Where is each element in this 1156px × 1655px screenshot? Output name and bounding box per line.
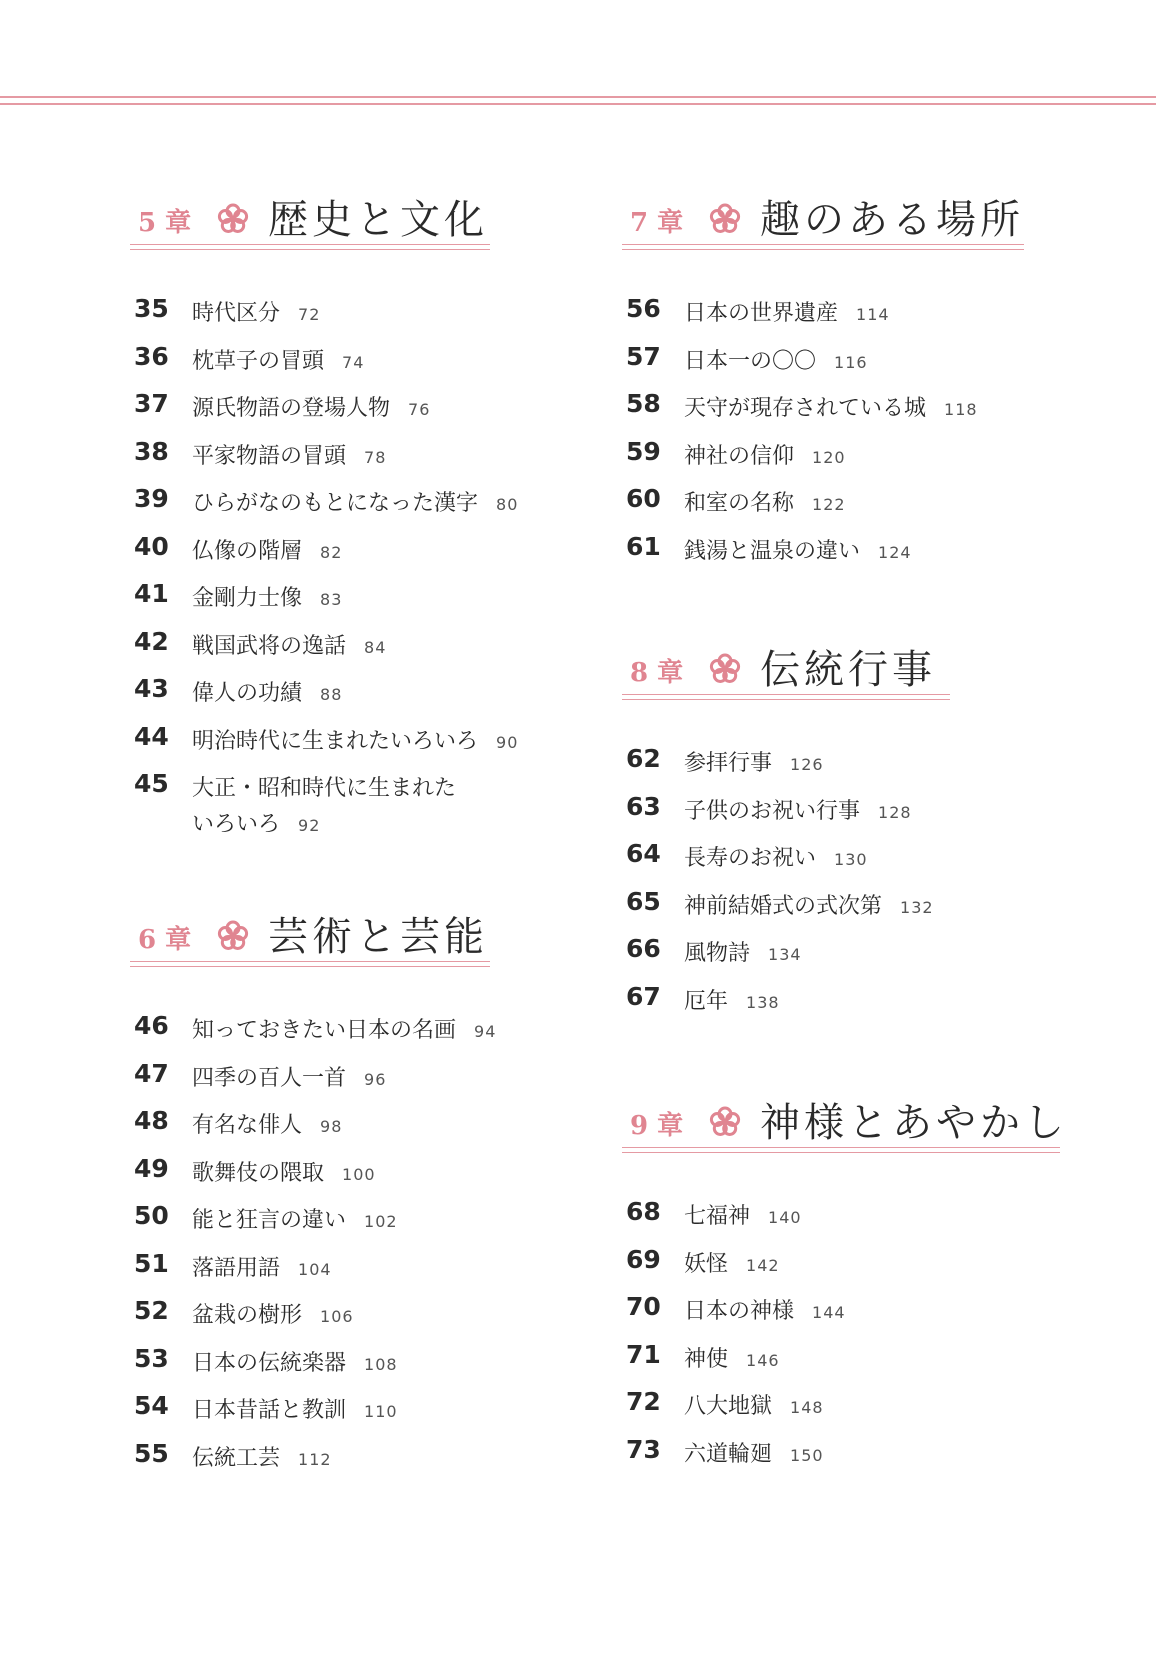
chapter-9 (622, 1093, 1082, 1467)
chapter-header (622, 640, 1062, 710)
chapter-header (622, 1093, 1082, 1163)
item-number: 51 (134, 1248, 169, 1278)
item-number: 36 (134, 341, 169, 371)
item-page-number: 148 (790, 1398, 824, 1417)
chapter-rule (622, 699, 950, 700)
chapter-rule (130, 249, 490, 250)
item-page-number: 106 (320, 1307, 354, 1326)
chapter-header (130, 907, 540, 977)
item-title: 八大地獄 (684, 1394, 773, 1419)
item-page-number: 122 (812, 495, 846, 514)
chapter-number: 9 章 (630, 1111, 684, 1141)
item-number: 35 (134, 294, 169, 323)
chapter-number: 6 章 (138, 925, 192, 955)
item-page-number: 120 (812, 447, 846, 467)
item-page-number: 96 (364, 1069, 387, 1089)
item-title: 銭湯と温泉の違い (684, 538, 861, 564)
item-number: 60 (626, 484, 661, 513)
item-label-line (192, 1346, 398, 1383)
item-title: 時代区分 (192, 301, 281, 326)
chapter-7 (622, 190, 1062, 564)
item-title: 落語用語 (192, 1255, 281, 1281)
item-number: 43 (134, 674, 169, 703)
item-page-number: 88 (320, 685, 343, 704)
item-title: 風物詩 (684, 941, 751, 966)
item-number: 41 (134, 579, 169, 608)
item-title: 長寿のお祝い (684, 846, 817, 871)
chapter-title: 歴史と文化 (268, 197, 488, 243)
item-label-line (192, 724, 518, 761)
flower-icon (708, 1105, 742, 1139)
item-number: 48 (134, 1106, 169, 1135)
item-page-number: 142 (746, 1255, 780, 1275)
item-label-line (192, 676, 342, 713)
chapter-title: 伝統行事 (760, 647, 936, 693)
item-label-line (684, 746, 824, 783)
item-label-line (684, 1294, 846, 1331)
item-label-line (192, 581, 342, 618)
item-number: 73 (626, 1434, 661, 1464)
item-page-number: 144 (812, 1303, 846, 1322)
item-number: 54 (134, 1391, 169, 1420)
item-number: 39 (134, 484, 169, 513)
item-title: 戦国武将の逸話 (192, 633, 347, 659)
item-title: 有名な俳人 (192, 1113, 303, 1138)
item-page-number: 94 (474, 1022, 497, 1041)
item-label-line (192, 1393, 398, 1430)
item-page-number: 140 (768, 1208, 802, 1227)
item-number: 71 (626, 1339, 661, 1369)
item-number: 66 (626, 934, 661, 963)
item-title-continued: いろいろ (192, 812, 281, 837)
item-title: 能と狂言の違い (192, 1208, 347, 1233)
item-label-line (192, 771, 456, 807)
top-rule-2 (0, 103, 1156, 105)
item-label-line (192, 296, 320, 333)
item-number: 61 (626, 531, 661, 561)
item-label-line (684, 794, 912, 831)
item-label-line (684, 296, 890, 333)
item-number: 46 (134, 1011, 169, 1040)
item-label-line (192, 1251, 332, 1288)
item-page-number: 124 (878, 542, 912, 562)
item-number: 50 (134, 1201, 169, 1230)
item-number: 69 (626, 1244, 661, 1274)
item-page-number: 90 (496, 732, 519, 752)
chapter-8 (622, 640, 1062, 1014)
item-title: 子供のお祝い行事 (684, 798, 861, 824)
item-label-line (192, 1441, 332, 1478)
item-title: 明治時代に生まれたいろいろ (192, 728, 479, 754)
item-number: 64 (626, 839, 661, 868)
chapter-rule (622, 694, 950, 695)
item-label-line (684, 889, 934, 926)
item-number: 57 (626, 341, 661, 371)
chapter-title: 趣のある場所 (760, 197, 1024, 243)
item-number: 52 (134, 1296, 169, 1325)
item-label-line (684, 936, 802, 973)
item-label-line (684, 344, 868, 381)
item-page-number: 134 (768, 945, 802, 964)
item-page-number: 74 (342, 352, 365, 372)
chapter-rule (130, 966, 490, 967)
item-label-line (684, 1437, 824, 1474)
flower-icon (708, 652, 742, 686)
item-number: 47 (134, 1058, 169, 1088)
item-number: 58 (626, 389, 661, 418)
item-page-number: 92 (298, 816, 321, 835)
item-label-line (684, 486, 846, 523)
item-label-line (192, 1013, 496, 1050)
item-page-number: 150 (790, 1445, 824, 1465)
item-label-line (192, 1203, 398, 1240)
item-title: 七福神 (684, 1204, 751, 1229)
item-number: 45 (134, 769, 169, 798)
chapter-number: 8 章 (630, 658, 684, 688)
flower-icon (216, 202, 250, 236)
chapter-title: 神様とあやかし (760, 1100, 1068, 1146)
item-label-line (192, 1061, 386, 1098)
chapter-6 (130, 907, 540, 1471)
item-title: 神使 (684, 1346, 729, 1372)
item-label-line (192, 391, 430, 428)
item-page-number: 146 (746, 1350, 780, 1370)
item-title: 金剛力士像 (192, 586, 303, 611)
item-label-line (192, 534, 342, 571)
item-page-number: 108 (364, 1354, 398, 1374)
item-label-line (192, 439, 386, 476)
item-page-number: 72 (298, 305, 321, 324)
item-title: 日本の世界遺産 (684, 301, 839, 326)
chapter-5 (130, 190, 540, 837)
item-page-number: 78 (364, 447, 387, 467)
item-title: 仏像の階層 (192, 538, 303, 564)
item-title: 大正・昭和時代に生まれた (192, 776, 457, 801)
item-page-number: 138 (746, 992, 780, 1012)
item-title: 神前結婚式の式次第 (684, 893, 883, 919)
item-number: 37 (134, 389, 169, 418)
item-page-number: 112 (298, 1449, 332, 1469)
item-title: 日本昔話と教訓 (192, 1398, 347, 1423)
item-page-number: 102 (364, 1212, 398, 1231)
item-number: 53 (134, 1343, 169, 1373)
item-title: 日本の伝統楽器 (192, 1350, 347, 1376)
item-label-line (192, 344, 364, 381)
chapter-rule (622, 249, 1024, 250)
item-title: 源氏物語の登場人物 (192, 396, 391, 421)
item-number: 59 (626, 436, 661, 466)
item-page-number: 128 (878, 802, 912, 822)
item-number: 49 (134, 1153, 169, 1183)
item-number: 55 (134, 1438, 169, 1468)
item-page-number: 104 (298, 1259, 332, 1279)
item-page-number: 98 (320, 1117, 343, 1136)
item-page-number: 80 (496, 495, 519, 514)
item-number: 63 (626, 791, 661, 821)
item-title: 偉人の功績 (192, 681, 303, 706)
item-title: 歌舞伎の隈取 (192, 1160, 325, 1186)
flower-icon (216, 919, 250, 953)
item-title: 日本一の〇〇 (684, 348, 817, 374)
item-number: 38 (134, 436, 169, 466)
item-page-number: 116 (834, 352, 868, 372)
item-label-line (684, 534, 912, 571)
item-title: 盆栽の樹形 (192, 1303, 303, 1328)
item-page-number: 84 (364, 637, 387, 657)
item-label-line (684, 984, 780, 1021)
item-label-line (684, 1342, 780, 1379)
chapter-rule (130, 244, 490, 245)
item-number: 62 (626, 744, 661, 773)
item-number: 40 (134, 531, 169, 561)
item-number: 65 (626, 886, 661, 916)
item-title: 神社の信仰 (684, 443, 795, 469)
chapter-rule (622, 1152, 1060, 1153)
item-title: 日本の神様 (684, 1299, 795, 1324)
item-label-line (192, 486, 518, 523)
item-title: 平家物語の冒頭 (192, 443, 347, 469)
item-label-line (684, 1199, 802, 1236)
item-number: 44 (134, 721, 169, 751)
item-label-line (684, 1247, 780, 1284)
top-rule (0, 96, 1156, 98)
item-page-number: 132 (900, 897, 934, 917)
item-label-line (684, 1389, 824, 1426)
item-number: 72 (626, 1387, 661, 1416)
item-title: 和室の名称 (684, 491, 795, 516)
chapter-number: 5 章 (138, 208, 192, 238)
chapter-title: 芸術と芸能 (268, 914, 488, 960)
item-number: 42 (134, 626, 169, 656)
item-title: 参拝行事 (684, 751, 773, 776)
chapter-number: 7 章 (630, 208, 684, 238)
item-page-number: 83 (320, 590, 343, 609)
item-title: 六道輪廻 (684, 1441, 773, 1467)
item-page-number: 126 (790, 755, 824, 774)
item-title: 四季の百人一首 (192, 1065, 347, 1091)
item-page-number: 114 (856, 305, 890, 324)
flower-icon (708, 202, 742, 236)
item-label-line (192, 1108, 342, 1145)
chapter-rule (130, 961, 490, 962)
item-title: 天守が現存されている城 (684, 396, 927, 421)
item-label-line (684, 439, 846, 476)
item-number: 68 (626, 1197, 661, 1226)
item-label-line (684, 841, 868, 878)
chapter-rule (622, 244, 1024, 245)
item-page-number: 76 (408, 400, 431, 419)
item-label-line (192, 807, 320, 844)
item-page-number: 130 (834, 850, 868, 869)
item-title: ひらがなのもとになった漢字 (192, 491, 479, 516)
item-title: 伝統工芸 (192, 1445, 281, 1471)
item-label-line (192, 1156, 376, 1193)
item-title: 厄年 (684, 988, 729, 1014)
item-number: 67 (626, 981, 661, 1011)
item-page-number: 100 (342, 1164, 376, 1184)
item-label-line (684, 391, 978, 428)
chapter-rule (622, 1147, 1060, 1148)
item-label-line (192, 1298, 354, 1335)
item-page-number: 82 (320, 542, 343, 562)
item-page-number: 118 (944, 400, 978, 419)
item-number: 56 (626, 294, 661, 323)
item-title: 知っておきたい日本の名画 (192, 1018, 457, 1043)
item-title: 妖怪 (684, 1251, 729, 1277)
item-number: 70 (626, 1292, 661, 1321)
chapter-header (622, 190, 1062, 260)
chapter-header (130, 190, 540, 260)
item-title: 枕草子の冒頭 (192, 348, 325, 374)
item-page-number: 110 (364, 1402, 398, 1421)
item-label-line (192, 629, 386, 666)
